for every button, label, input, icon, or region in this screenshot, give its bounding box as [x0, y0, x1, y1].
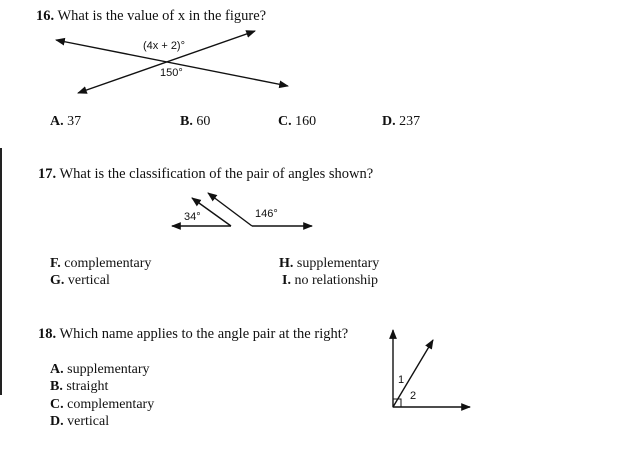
choice-letter: D. [50, 414, 64, 429]
q18-choice-c[interactable] [50, 397, 154, 413]
choice-text: straight [66, 379, 109, 394]
q18-choice-d[interactable] [50, 414, 109, 430]
choice-text: 37 [67, 114, 82, 129]
q18-choice-a[interactable] [50, 362, 150, 378]
question-18 [38, 326, 348, 343]
choice-text: no relationship [294, 273, 379, 288]
choice-text: 60 [196, 114, 211, 129]
choice-letter: I. [282, 273, 291, 288]
label-4x-plus-2: (4x + 2)° [143, 40, 185, 52]
choice-text: vertical [67, 414, 110, 429]
choice-letter: B. [180, 114, 193, 129]
choice-letter: A. [50, 114, 64, 129]
q16-choice-c[interactable] [278, 114, 316, 130]
label-146: 146° [255, 208, 278, 220]
question-17 [38, 166, 373, 183]
choice-letter: C. [50, 397, 64, 412]
choice-letter: G. [50, 273, 65, 288]
choice-letter: C. [278, 114, 292, 129]
q16-choice-b[interactable] [180, 114, 210, 130]
choice-text: supplementary [67, 362, 150, 377]
q18-choice-b[interactable] [50, 379, 108, 395]
question-18-text: Which name applies to the angle pair at the right? [59, 326, 349, 342]
choice-letter: A. [50, 362, 64, 377]
q16-choice-a[interactable] [50, 114, 81, 130]
choice-text: 160 [295, 114, 317, 129]
choice-text: supplementary [296, 256, 380, 271]
q17-choice-f[interactable] [50, 256, 151, 272]
label-34: 34° [184, 211, 201, 223]
q17-choice-i[interactable] [282, 273, 378, 289]
angle-2-label: 2 [410, 390, 417, 402]
choice-letter: B. [50, 379, 63, 394]
choice-letter: H. [279, 256, 294, 271]
label-150: 150° [160, 67, 183, 79]
question-16-text: What is the value of x in the figure? [57, 8, 267, 24]
q17-choice-g[interactable] [50, 273, 110, 289]
choice-text: complementary [64, 256, 152, 271]
question-18-number: 18. [38, 326, 57, 342]
question-17-text: What is the classification of the pair of angles shown? [59, 166, 374, 182]
choice-text: complementary [67, 397, 155, 412]
angle-1-label: 1 [398, 374, 405, 386]
choice-text: vertical [67, 273, 110, 288]
choice-letter: F. [50, 256, 61, 271]
q17-choice-h[interactable] [279, 256, 379, 272]
choice-text: 237 [399, 114, 421, 129]
angle-146-ray-diagonal [208, 193, 252, 226]
question-16-number: 16. [36, 8, 55, 24]
q16-choice-d[interactable] [382, 114, 420, 130]
choice-letter: D. [382, 114, 396, 129]
question-17-number: 17. [38, 166, 57, 182]
